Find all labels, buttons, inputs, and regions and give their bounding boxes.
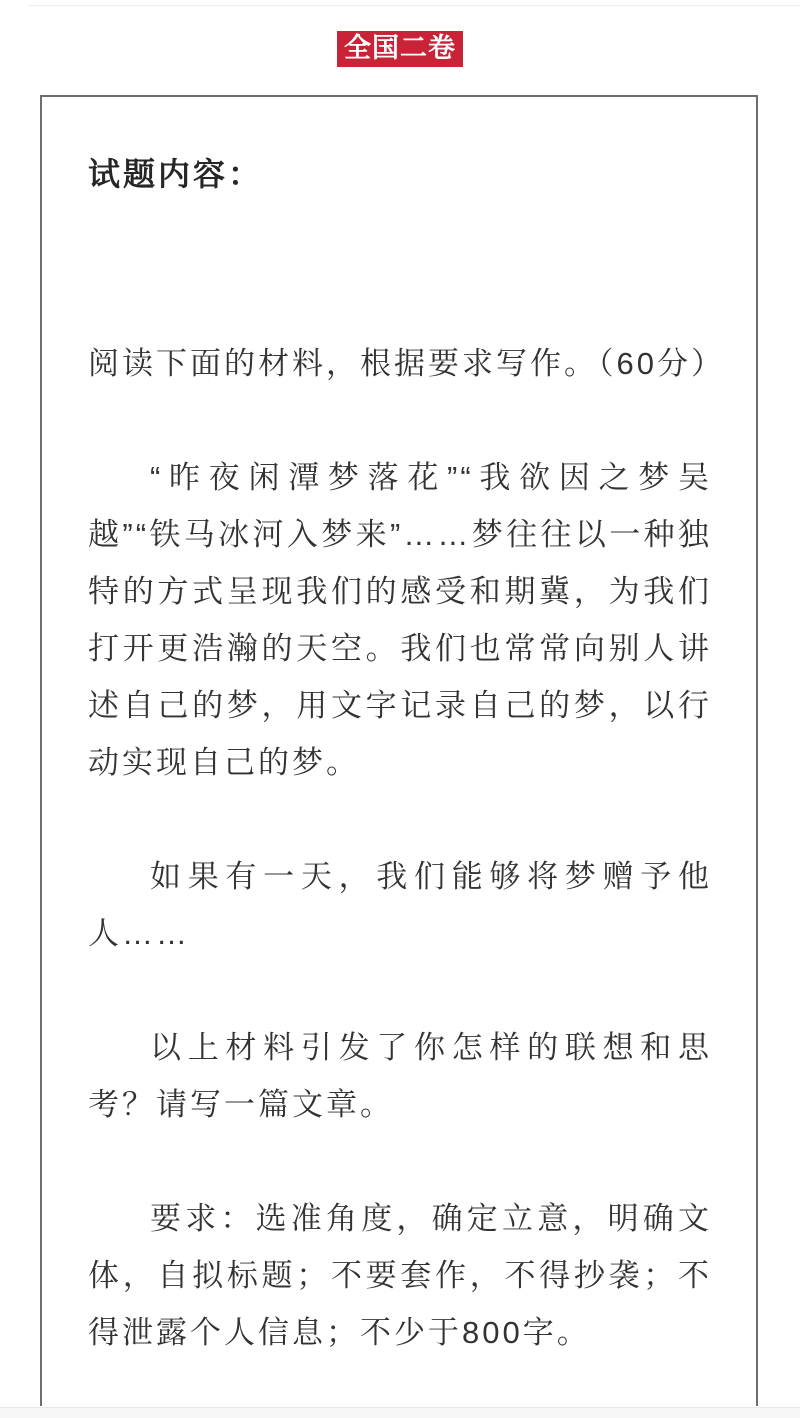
exam-paper-badge: 全国二卷 — [337, 31, 463, 67]
question-card — [40, 95, 758, 1406]
question-paragraph: “昨夜闲潭梦落花”“我欲因之梦吴越”“铁马冰河入梦来”……梦往往以一种独特的方式呈现我们的感受和期冀，为我们打开更浩瀚的天空。我们也常常向别人讲述自己的梦，用文字记录自己的梦，以行动实现自己的梦。 — [88, 460, 712, 780]
question-paragraph: 以上材料引发了你怎样的联想和思考？请写一篇文章。 — [88, 1030, 712, 1122]
page-bottom-strip — [0, 1407, 800, 1418]
question-paragraph: 要求：选准角度，确定立意，明确文体，自拟标题；不要套作，不得抄袭；不得泄露个人信息；不少于800字。 — [88, 1201, 712, 1350]
question-paragraph: 如果有一天，我们能够将梦赠予他人…… — [88, 859, 712, 951]
question-body — [88, 335, 725, 1361]
question-paragraph: 阅读下面的材料，根据要求写作。（60分） — [88, 346, 725, 381]
badge-row — [0, 31, 800, 67]
page-top-divider — [28, 5, 800, 6]
question-content-heading: 试题内容： — [88, 156, 264, 192]
